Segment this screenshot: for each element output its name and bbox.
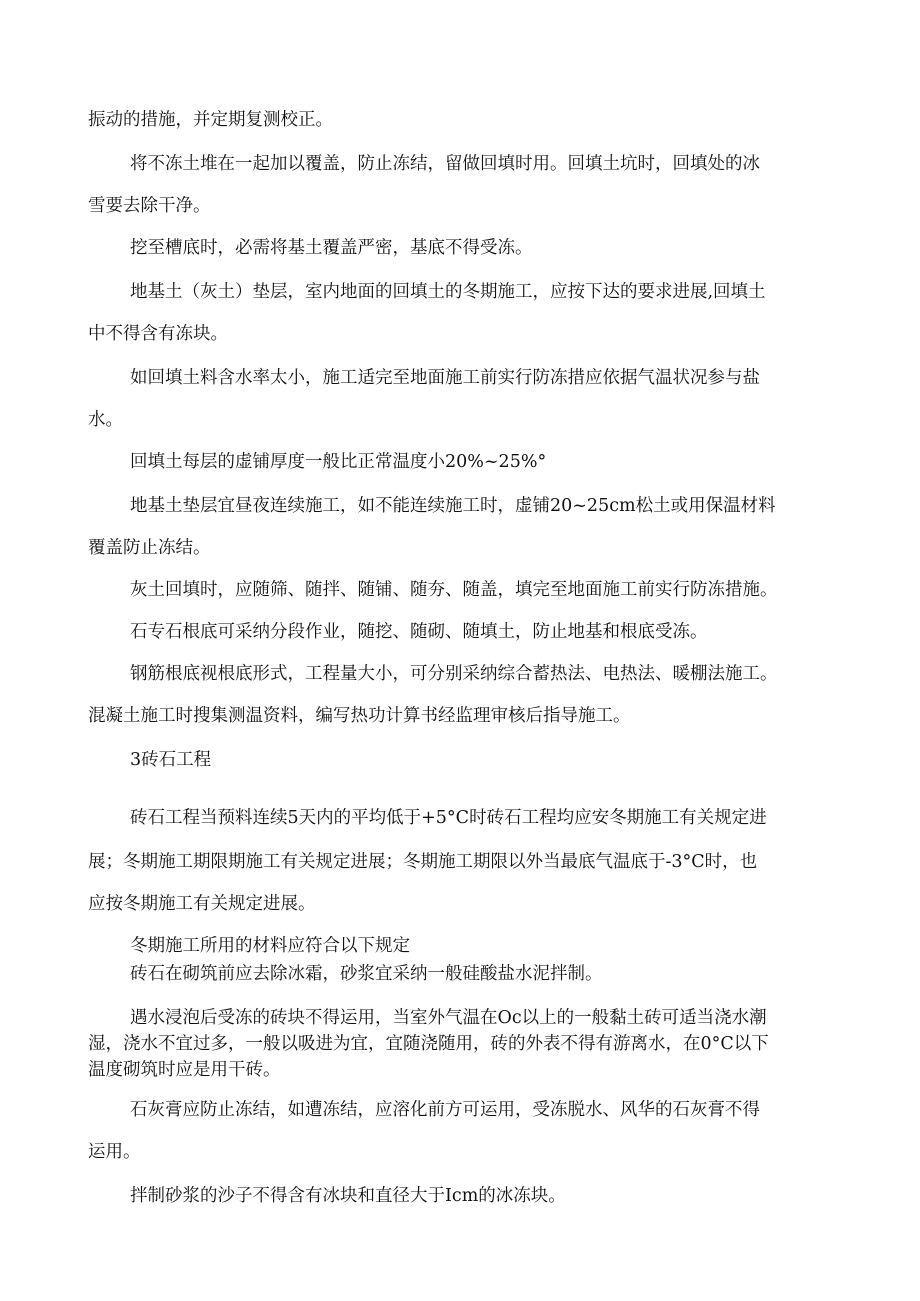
text-line: 砖石在砌筑前应去除冰霜，砂浆宜采纳一般硅酸盐水泥拌制。 xyxy=(130,964,603,984)
text-line: 石灰膏应防止冻结，如遭冻结，应溶化前方可运用，受冻脱水、风华的石灰膏不得 xyxy=(130,1100,760,1120)
text-line: 挖至槽底时，必需将基土覆盖严密，基底不得受冻。 xyxy=(130,238,533,258)
text-line: 振动的措施，并定期复测校正。 xyxy=(88,110,333,130)
text-line: 石专石根底可采纳分段作业，随挖、随砌、随填土，防止地基和根底受冻。 xyxy=(130,622,708,642)
text-line: 水。 xyxy=(88,410,123,430)
text-line: 覆盖防止冻结。 xyxy=(88,538,211,558)
text-line: 冬期施工所用的材料应符合以下规定 xyxy=(130,936,410,956)
text-line: 混凝土施工时搜集测温资料，编写热功计算书经监理审核后指导施工。 xyxy=(88,706,631,726)
text-line: 湿，浇水不宜过多，一般以吸进为宜，宜随浇随用，砖的外表不得有游离水，在0°C以下 xyxy=(88,1034,769,1054)
text-line: 如回填土料含水率太小，施工适完至地面施工前实行防冻措应依据气温状况参与盐 xyxy=(130,368,760,388)
text-line: 回填土每层的虚铺厚度一般比正常温度小20%~25%° xyxy=(130,452,547,472)
text-line: 钢筋根底视根底形式，工程量大小，可分别采纳综合蓄热法、电热法、暖棚法施工。 xyxy=(130,664,778,684)
text-line: 展；冬期施工期限期施工有关规定进展；冬期施工期限以外当最底气温底于-3°C时，也 xyxy=(88,852,758,872)
text-line: 温度砌筑时应是用干砖。 xyxy=(88,1060,281,1080)
text-line: 将不冻土堆在一起加以覆盖，防止冻结，留做回填时用。回填土坑时，回填处的冰 xyxy=(130,154,760,174)
section-heading: 3砖石工程 xyxy=(130,750,212,770)
text-line: 运用。 xyxy=(88,1142,141,1162)
text-line: 中不得含有冻块。 xyxy=(88,324,228,344)
text-line: 地基土（灰土）垫层，室内地面的回填土的冬期施工，应按下达的要求进展,回填土 xyxy=(130,282,766,302)
text-line: 应按冬期施工有关规定进展。 xyxy=(88,894,316,914)
text-line: 遇水浸泡后受冻的砖块不得运用，当室外气温在Oc以上的一般黏土砖可适当浇水潮 xyxy=(130,1008,767,1028)
text-line: 灰土回填时，应随筛、随拌、随铺、随夯、随盖，填完至地面施工前实行防冻措施。 xyxy=(130,580,778,600)
text-line: 雪要去除干净。 xyxy=(88,196,211,216)
text-line: 拌制砂浆的沙子不得含有冰块和直径大于Icm的冰冻块。 xyxy=(130,1186,566,1206)
text-line: 砖石工程当预料连续5天内的平均低于+5°C时砖石工程均应安冬期施工有关规定进 xyxy=(130,808,767,828)
text-line: 地基土垫层宜昼夜连续施工，如不能连续施工时，虚铺20~25cm松土或用保温材料 xyxy=(130,496,776,516)
